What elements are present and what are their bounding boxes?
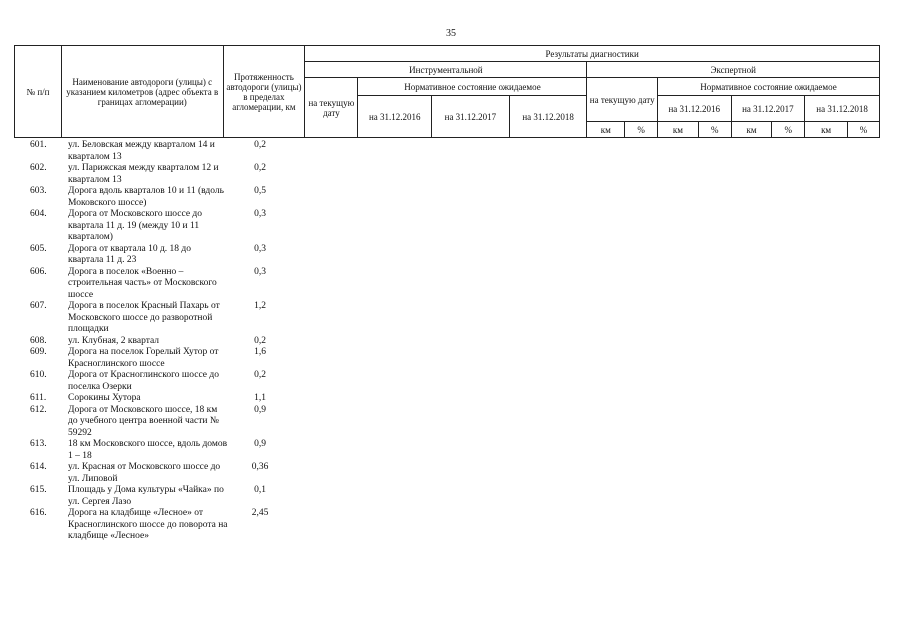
road-length: 0,3 (254, 243, 266, 254)
page-number: 35 (446, 28, 456, 39)
table-row (14, 186, 314, 209)
row-number: 609. (30, 347, 47, 357)
table-row (14, 405, 314, 440)
expert-normative: Нормативное состояние ожидаемое (657, 78, 879, 96)
instr-normative: Нормативное состояние ожидаемое (358, 78, 587, 96)
road-length: 0,2 (254, 140, 266, 150)
row-number: 616. (30, 508, 47, 518)
unit-km: км (805, 122, 848, 138)
road-name: Дорога от квартала 10 д. 18 до квартала 11 д. 23 (68, 243, 192, 265)
table-row (14, 163, 314, 186)
table-row (14, 336, 314, 348)
instr-2017: на 31.12.2017 (432, 96, 510, 138)
table-row (14, 439, 314, 462)
road-length: 1,6 (254, 347, 266, 357)
row-number: 601. (30, 140, 47, 150)
road-length: 0,36 (251, 462, 269, 472)
results-header: Результаты диагностики (305, 46, 880, 62)
road-length: 0,2 (254, 163, 266, 173)
road-length: 1,1 (254, 393, 266, 403)
instr-2016: на 31.12.2016 (358, 96, 432, 138)
road-name: Дорога в поселок Красный Пахарь от Московского шоссе до разворотной площадки (68, 301, 220, 334)
road-length: 0,9 (254, 439, 266, 449)
row-number: 603. (30, 186, 47, 196)
table-row (14, 370, 314, 393)
road-length: 0,3 (254, 266, 266, 277)
instrumental-header: Инструментальной (305, 62, 587, 78)
table-row (14, 267, 314, 302)
road-length: 0,1 (254, 485, 266, 495)
road-name: Площадь у Дома культуры «Чайка» по ул. Сергея Лазо (68, 485, 224, 507)
expert-2018: на 31.12.2018 (805, 96, 880, 122)
header-table (14, 45, 880, 138)
row-number: 611. (30, 393, 47, 403)
road-length: 0,2 (254, 335, 266, 346)
row-number: 612. (30, 404, 47, 415)
col-length-header: Протяженность автодороги (улицы) в пределах агломерации, км (223, 46, 305, 138)
row-number: 604. (30, 209, 47, 219)
road-name: Дорога вдоль кварталов 10 и 11 (вдоль Моковского шоссе) (68, 186, 224, 208)
table-row (14, 393, 314, 405)
road-length: 0,3 (254, 209, 266, 219)
table-row (14, 462, 314, 485)
road-name: ул. Беловская между кварталом 14 и кварталом 13 (68, 140, 215, 162)
road-length: 1,2 (254, 301, 266, 311)
row-number: 602. (30, 163, 47, 173)
table-row (14, 347, 314, 370)
col-num-header: № п/п (15, 46, 62, 138)
row-number: 608. (30, 335, 47, 346)
unit-pct: % (698, 122, 731, 138)
table-row (14, 244, 314, 267)
table-row (14, 508, 314, 543)
instr-2018: на 31.12.2018 (509, 96, 587, 138)
unit-km: км (731, 122, 772, 138)
row-number: 605. (30, 243, 47, 254)
road-name: Дорога на поселок Горелый Хутор от Красноглинского шоссе (68, 347, 219, 369)
col-name-header: Наименование автодороги (улицы) с указанием километров (адрес объекта в границах агломерации) (62, 46, 224, 138)
road-name: Дорога от Московского шоссе, 18 км до учебного центра военной части № 59292 (68, 404, 219, 438)
expert-current-date: на текущую дату (587, 78, 658, 122)
road-length: 0,5 (254, 186, 266, 196)
road-length: 0,9 (254, 404, 266, 415)
instr-current-date: на текущую дату (305, 78, 358, 138)
table-row (14, 209, 314, 244)
road-length: 2,45 (251, 508, 269, 518)
row-number: 610. (30, 370, 47, 380)
road-length: 0,2 (254, 370, 266, 380)
road-name: ул. Красная от Московского шоссе до ул. Липовой (68, 462, 221, 484)
road-name: ул. Клубная, 2 квартал (68, 335, 160, 346)
unit-pct: % (625, 122, 658, 138)
unit-pct: % (848, 122, 880, 138)
road-name: ул. Парижская между кварталом 12 и кварталом 13 (68, 163, 219, 185)
row-number: 607. (30, 301, 47, 311)
road-name: 18 км Московского шоссе, вдоль домов 1 – 18 (68, 439, 228, 461)
road-name: Дорога от Красноглинского шоссе до поселка Озерки (68, 370, 219, 392)
unit-km: км (657, 122, 698, 138)
road-name: Дорога в поселок «Военно – строительная часть» от Московского шоссе (68, 266, 217, 300)
road-name: Дорога от Московского шоссе до квартала 11 д. 19 (между 10 и 11 кварталом) (68, 209, 203, 242)
table-row (14, 485, 314, 508)
row-number: 613. (30, 439, 47, 449)
expert-header: Экспертной (587, 62, 880, 78)
row-number: 606. (30, 266, 47, 277)
table-row (14, 140, 314, 163)
road-list (14, 140, 314, 543)
expert-2017: на 31.12.2017 (731, 96, 805, 122)
unit-km: км (587, 122, 625, 138)
table-row (14, 301, 314, 336)
road-name: Сорокины Хутора (68, 393, 141, 403)
unit-pct: % (772, 122, 805, 138)
row-number: 615. (30, 485, 47, 495)
road-name: Дорога на кладбище «Лесное» от Красноглинского шоссе до поворота на кладбище «Лесное» (68, 508, 228, 541)
expert-2016: на 31.12.2016 (657, 96, 731, 122)
row-number: 614. (30, 462, 47, 472)
